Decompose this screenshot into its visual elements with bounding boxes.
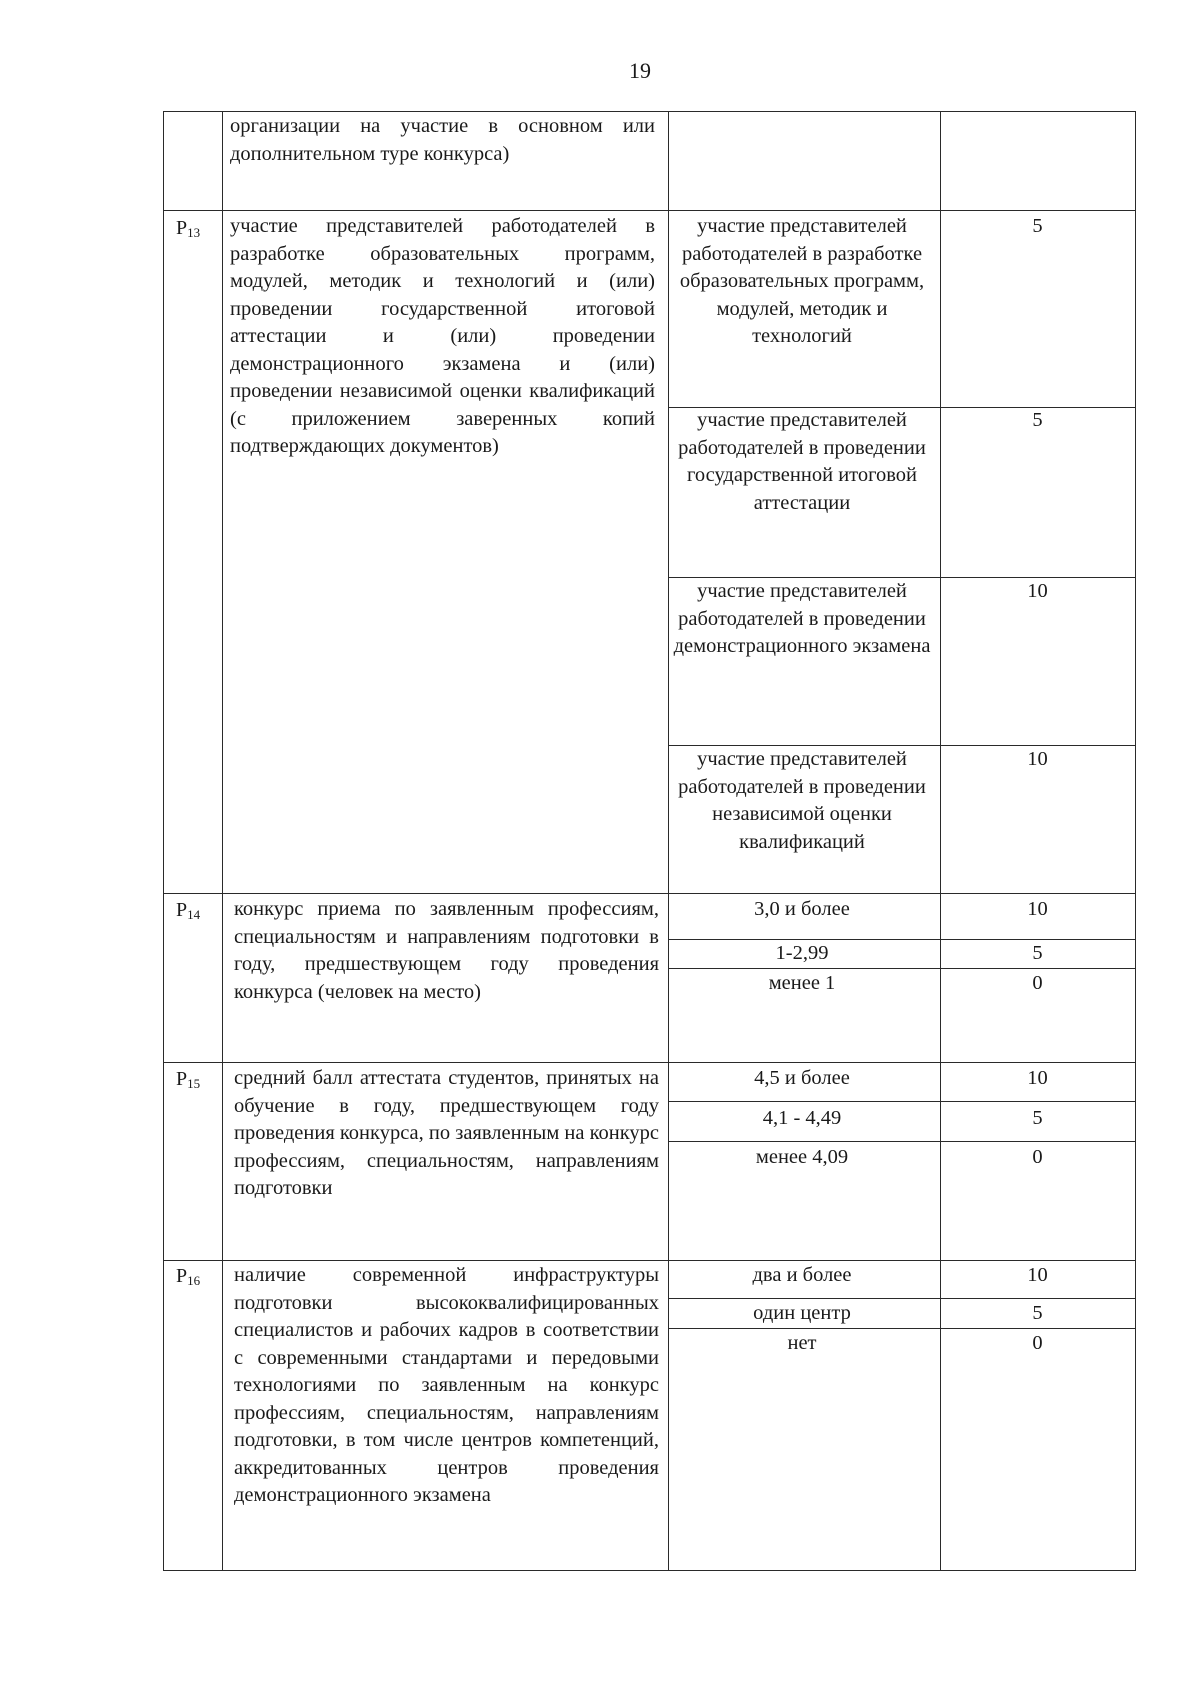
option-points: 5: [1032, 215, 1043, 237]
option-points: 5: [1032, 1302, 1043, 1324]
criterion-code: $P_{14}$: [176, 899, 201, 922]
option-label: участие представителей работодателей в проведении демонстрационного экзамена: [673, 580, 931, 657]
option-points: 5: [1032, 409, 1043, 431]
option-points: 0: [1032, 972, 1043, 994]
option-label: участие представителей работодателей в разработке образовательных программ, модулей, методик и технологий: [679, 215, 925, 347]
option-points: 10: [1027, 898, 1048, 920]
criterion-text: участие представителей работодателей в разработке образовательных программ, модулей, методик и технологий и (или) проведении государственной итоговой аттестации и (или) проведении демонстрационного экзамена и (или) проведении независимой оценки квалификаций (с приложением заверенных копий подтверждающих документов): [230, 215, 655, 457]
table-border-left: [163, 111, 164, 1571]
row-separator: [163, 210, 1136, 211]
option-separator: [668, 1101, 1136, 1102]
option-label: участие представителей работодателей в проведении независимой оценки квалификаций: [678, 748, 926, 853]
table-divider-code: [222, 111, 223, 1571]
option-label: менее 1: [768, 972, 836, 994]
option-label: 1-2,99: [775, 942, 829, 964]
option-label: два и более: [752, 1264, 852, 1286]
table-divider-option: [940, 111, 941, 1571]
table-border-bottom: [163, 1570, 1136, 1571]
option-points: 10: [1027, 748, 1048, 770]
option-points: 10: [1027, 1067, 1048, 1089]
criterion-text: конкурс приема по заявленным профессиям, специальностям и направлениям подготовки в году, предшествующем году проведения конкурса (человек на место): [234, 898, 659, 1003]
row-separator: [163, 1062, 1136, 1063]
criterion-text: организации на участие в основном или дополнительном туре конкурса): [230, 115, 655, 165]
criterion-code: $P_{16}$: [176, 1265, 201, 1288]
criterion-text: средний балл аттестата студентов, принятых на обучение в году, предшествующем году проведения конкурса, по заявленным на конкурс профессиям, специальностям, направлениям подготовки: [234, 1067, 660, 1199]
option-points: 10: [1027, 580, 1048, 602]
option-label: участие представителей работодателей в проведении государственной итоговой аттестации: [678, 409, 926, 514]
option-points: 5: [1032, 1107, 1043, 1129]
option-points: 0: [1032, 1332, 1043, 1354]
option-label: 3,0 и более: [754, 898, 850, 920]
option-separator: [668, 1141, 1136, 1142]
option-label: 4,1 - 4,49: [762, 1107, 842, 1129]
row-separator: [163, 893, 1136, 894]
option-label: менее 4,09: [755, 1146, 849, 1168]
criterion-code: $P_{13}$: [176, 217, 201, 240]
table-border-right: [1135, 111, 1136, 1571]
option-label: 4,5 и более: [754, 1067, 850, 1089]
option-points: 5: [1032, 942, 1043, 964]
criterion-code: $P_{15}$: [176, 1068, 201, 1091]
option-points: 10: [1027, 1264, 1048, 1286]
criterion-text: наличие современной инфраструктуры подготовки высококвалифицированных специалистов и рабочих кадров в соответствии с современными стандартами и передовыми технологиями по заявленным на конкурс профессиям, специальностям, направлениям подготовки, в том числе центров компетенций, аккредитованных центров проведения демонстрационного экзамена: [234, 1264, 659, 1506]
page-number: 19: [629, 58, 651, 83]
option-label: один центр: [753, 1302, 851, 1324]
option-points: 0: [1032, 1146, 1043, 1168]
table-divider-criterion: [668, 111, 669, 1571]
option-label: нет: [787, 1332, 817, 1354]
